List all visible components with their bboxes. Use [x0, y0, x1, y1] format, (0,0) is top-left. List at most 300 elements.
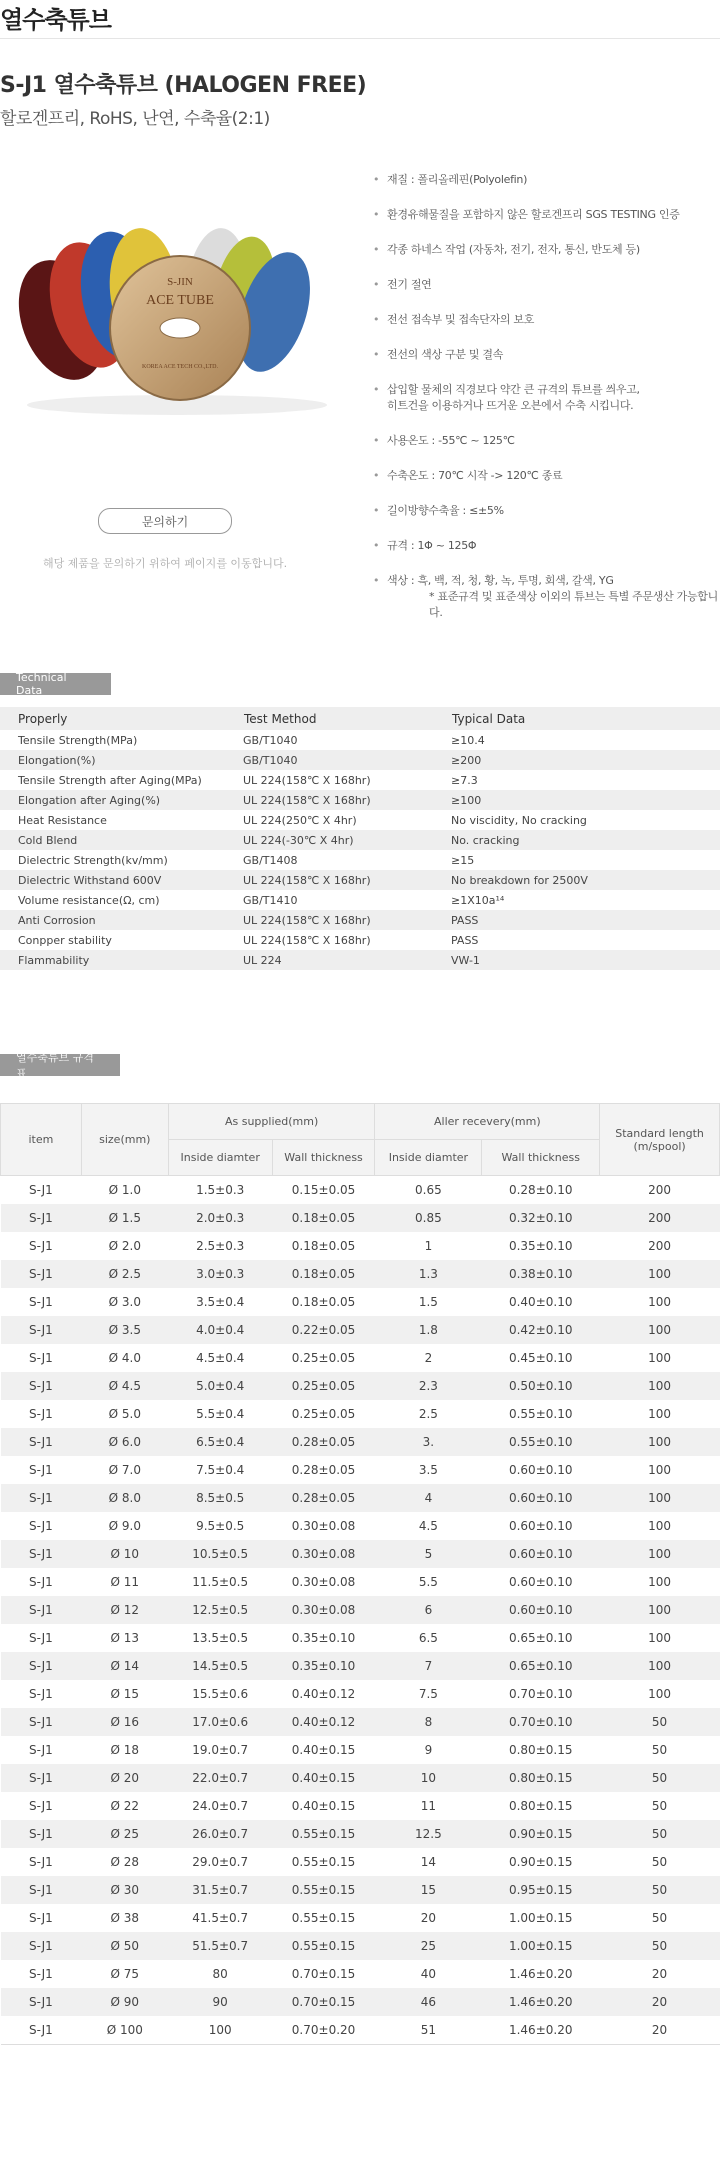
table-cell: S-J1: [29, 1351, 53, 1365]
table-cell: Ø 18: [110, 1743, 140, 1757]
table-cell: 17.0±0.6: [168, 1708, 272, 1736]
spec-table-tag: 열수축튜브 규격표: [0, 1054, 120, 1076]
table-cell: 0.28±0.05: [272, 1484, 375, 1512]
table-cell: 0.55±0.15: [272, 1932, 375, 1960]
table-cell: S-J1: [1, 1204, 82, 1232]
table-cell: 1.8: [375, 1316, 482, 1344]
bullet-icon: •: [373, 469, 380, 482]
table-cell: 100: [648, 1519, 672, 1533]
table-cell: 0.55±0.10: [508, 1407, 573, 1421]
bullet-icon: •: [373, 208, 380, 221]
table-cell: 0.65±0.10: [482, 1652, 600, 1680]
table-cell: 0.18±0.05: [272, 1260, 375, 1288]
feature-text: 전선 접속부 및 접속단자의 보호: [387, 313, 535, 326]
bullet-icon: •: [373, 383, 380, 396]
table-cell: 7.5: [418, 1687, 438, 1701]
table-row: [0, 770, 720, 790]
table-cell: 5.5: [418, 1575, 438, 1589]
table-cell: UL 224(158℃ X 168hr): [243, 870, 451, 890]
table-cell: 0.45±0.10: [508, 1351, 573, 1365]
bullet-icon: •: [373, 348, 380, 361]
table-row: [0, 810, 720, 830]
table-cell: 20: [600, 2016, 720, 2045]
table-cell: 0.40±0.15: [291, 1743, 356, 1757]
table-cell: 19.0±0.7: [192, 1743, 249, 1757]
table-row: [1, 1176, 720, 1205]
feature-text: 각종 하네스 작업 (자동차, 전기, 전자, 통신, 반도체 등): [387, 243, 640, 256]
bullet-icon: •: [373, 434, 380, 447]
feature-item: [373, 433, 720, 449]
table-cell: 5.0±0.4: [168, 1372, 272, 1400]
table-cell: ≥10.4: [451, 733, 485, 747]
table-cell: Ø 30: [81, 1876, 168, 1904]
table-cell: 100: [648, 1351, 672, 1365]
table-cell: 8: [375, 1708, 482, 1736]
table-cell: Conpper stability: [18, 933, 112, 947]
table-cell: 50: [651, 1743, 668, 1757]
table-cell: No. cracking: [451, 830, 720, 850]
table-cell: 1.00±0.15: [482, 1932, 600, 1960]
feature-item: [373, 172, 720, 188]
table-cell: 0.18±0.05: [272, 1204, 375, 1232]
table-row: [1, 1344, 720, 1372]
table-cell: UL 224(158℃ X 168hr): [243, 790, 451, 810]
table-cell: 3.5: [418, 1463, 438, 1477]
table-cell: 0.28±0.10: [508, 1183, 573, 1197]
table-cell: Tensile Strength after Aging(MPa): [18, 773, 202, 787]
table-cell: Ø 9.0: [108, 1519, 141, 1533]
table-cell: GB/T1040: [243, 750, 451, 770]
table-cell: Anti Corrosion: [0, 910, 243, 930]
table-cell: 3.0±0.3: [168, 1260, 272, 1288]
table-cell: UL 224(-30℃ X 4hr): [243, 830, 451, 850]
table-row: [1, 1904, 720, 1932]
table-row: [1, 1680, 720, 1708]
table-row: [1, 1848, 720, 1876]
table-cell: 0.80±0.15: [508, 1743, 573, 1757]
spool-name-label: ACE TUBE: [146, 293, 214, 308]
table-cell: 0.22±0.05: [272, 1316, 375, 1344]
table-cell: 0.90±0.15: [482, 1820, 600, 1848]
table-cell: 1.46±0.20: [482, 2016, 600, 2045]
table-cell: Dielectric Strength(kv/mm): [18, 853, 168, 867]
table-cell: 100: [648, 1687, 672, 1701]
table-row: [1, 1932, 720, 1960]
table-cell: 29.0±0.7: [192, 1855, 249, 1869]
table-cell: S-J1: [1, 1708, 82, 1736]
table-cell: 0.85: [375, 1204, 482, 1232]
table-cell: 50: [600, 1932, 720, 1960]
table-cell: ≥100: [451, 790, 720, 810]
table-cell: 10: [375, 1764, 482, 1792]
table-row: [1, 1708, 720, 1736]
table-cell: 0.80±0.15: [482, 1764, 600, 1792]
table-cell: 0.70±0.10: [482, 1708, 600, 1736]
column-header-supplied-wall-thickness: Wall thickness: [272, 1140, 375, 1176]
table-cell: GB/T1410: [243, 893, 298, 907]
bullet-icon: •: [373, 173, 380, 186]
table-row: [1, 1288, 720, 1316]
table-cell: 0.38±0.10: [482, 1260, 600, 1288]
table-row: [0, 890, 720, 910]
table-cell: 7: [375, 1652, 482, 1680]
table-cell: 0.40±0.15: [272, 1764, 375, 1792]
table-row: [0, 870, 720, 890]
table-cell: Ø 15: [110, 1687, 140, 1701]
table-row: [1, 1876, 720, 1904]
table-cell: 1.00±0.15: [508, 1911, 573, 1925]
table-cell: S-J1: [1, 1876, 82, 1904]
table-cell: 0.30±0.08: [272, 1540, 375, 1568]
table-cell: 31.5±0.7: [168, 1876, 272, 1904]
page-title: 열수축튜브: [0, 6, 111, 34]
table-cell: 100: [648, 1575, 672, 1589]
inquiry-note: 해당 제품을 문의하기 위하여 페이지를 이동합니다.: [42, 557, 288, 570]
table-cell: 0.30±0.08: [291, 1519, 356, 1533]
table-cell: 50: [651, 1799, 668, 1813]
table-cell: S-J1: [1, 2016, 82, 2045]
feature-item: [373, 207, 720, 223]
table-cell: Cold Blend: [0, 830, 243, 850]
feature-list: [373, 172, 720, 640]
column-header-supplied-inside-diameter: Inside diamter: [168, 1140, 272, 1176]
technical-data-tag: Technical Data: [0, 673, 111, 695]
table-cell: Ø 3.0: [108, 1295, 141, 1309]
table-row: [1, 1484, 720, 1512]
table-cell: 7.5±0.4: [196, 1463, 245, 1477]
table-cell: Ø 11: [110, 1575, 140, 1589]
table-cell: Ø 14: [81, 1652, 168, 1680]
table-cell: 100: [600, 1428, 720, 1456]
table-cell: 0.70±0.10: [508, 1687, 573, 1701]
table-cell: Ø 16: [81, 1708, 168, 1736]
table-cell: 0.35±0.10: [508, 1239, 573, 1253]
feature-text: 길이방향수축율 : ≤±5%: [387, 504, 504, 517]
feature-text: 규격 : 1Φ ~ 125Φ: [387, 539, 477, 552]
table-cell: 0.60±0.10: [482, 1540, 600, 1568]
table-cell: Elongation after Aging(%): [0, 790, 243, 810]
table-cell: 0.55±0.15: [291, 1911, 356, 1925]
table-cell: 51.5±0.7: [168, 1932, 272, 1960]
feature-item: [373, 277, 720, 293]
table-cell: 0.25±0.05: [272, 1372, 375, 1400]
table-cell: 100: [600, 1372, 720, 1400]
table-cell: Ø 100: [81, 2016, 168, 2045]
table-cell: 2.5: [418, 1407, 438, 1421]
table-cell: 0.40±0.10: [508, 1295, 573, 1309]
table-cell: 50: [651, 1855, 668, 1869]
table-cell: 100: [600, 1596, 720, 1624]
bullet-icon: •: [373, 313, 380, 326]
table-row: [0, 850, 720, 870]
table-row: [1, 1512, 720, 1540]
feature-text-continued: * 표준규격 및 표준색상 이외의 튜브는 특별 주문생산 가능합니다.: [429, 590, 718, 619]
bullet-icon: •: [373, 539, 380, 552]
table-cell: 0.42±0.10: [482, 1316, 600, 1344]
table-cell: 100: [600, 1316, 720, 1344]
table-row: [0, 910, 720, 930]
table-cell: 100: [600, 1260, 720, 1288]
bullet-icon: •: [373, 574, 380, 587]
technical-data-table: [0, 707, 720, 970]
table-cell: 8.5±0.5: [168, 1484, 272, 1512]
column-header-test-method: Test Method: [243, 707, 451, 730]
table-cell: 100: [168, 2016, 272, 2045]
spool-maker-label: KOREA ACE TECH CO.,LTD.: [141, 364, 219, 370]
column-header-as-supplied: As supplied(mm): [168, 1104, 375, 1140]
feature-item: [373, 242, 720, 258]
table-row: [1, 1960, 720, 1988]
table-cell: ≥7.3: [451, 773, 478, 787]
table-row: [1, 1652, 720, 1680]
table-cell: 50: [600, 1876, 720, 1904]
table-cell: 0.18±0.05: [291, 1295, 356, 1309]
table-cell: ≥200: [451, 750, 720, 770]
table-cell: 4.5±0.4: [196, 1351, 245, 1365]
feature-item: [373, 312, 720, 328]
table-cell: Tensile Strength(MPa): [18, 733, 138, 747]
column-header-item: item: [1, 1104, 82, 1176]
table-cell: 0.60±0.10: [508, 1519, 573, 1533]
table-row: [0, 790, 720, 810]
table-cell: S-J1: [29, 1687, 53, 1701]
table-cell: 41.5±0.7: [192, 1911, 249, 1925]
table-cell: 11: [420, 1799, 437, 1813]
table-cell: 9.5±0.5: [196, 1519, 245, 1533]
feature-item: [373, 538, 720, 554]
column-header-after-recovery: Aller recevery(mm): [375, 1104, 600, 1140]
table-cell: 0.50±0.10: [482, 1372, 600, 1400]
table-row: [1, 1820, 720, 1848]
column-header-size: size(mm): [81, 1104, 168, 1176]
table-cell: S-J1: [1, 1820, 82, 1848]
table-cell: 26.0±0.7: [168, 1820, 272, 1848]
table-cell: 1.5: [418, 1295, 438, 1309]
table-cell: 46: [375, 1988, 482, 2016]
table-cell: S-J1: [1, 1484, 82, 1512]
table-cell: S-J1: [29, 1575, 53, 1589]
table-cell: Ø 20: [81, 1764, 168, 1792]
table-cell: 200: [648, 1239, 672, 1253]
feature-item: [373, 503, 720, 519]
feature-text-continued: 히트건을 이용하거나 뜨거운 오븐에서 수축 시킵니다.: [387, 399, 634, 412]
table-cell: 100: [600, 1652, 720, 1680]
table-cell: 0.30±0.08: [291, 1575, 356, 1589]
table-cell: S-J1: [1, 1540, 82, 1568]
table-cell: 2.3: [375, 1372, 482, 1400]
table-cell: Ø 4.5: [81, 1372, 168, 1400]
table-cell: Ø 8.0: [81, 1484, 168, 1512]
table-cell: 100: [648, 1295, 672, 1309]
feature-text: 색상 : 흑, 백, 적, 청, 황, 녹, 투명, 회색, 갈색, YG: [387, 574, 614, 587]
table-cell: 100: [648, 1631, 672, 1645]
table-cell: Ø 1.5: [81, 1204, 168, 1232]
table-cell: 0.70±0.20: [272, 2016, 375, 2045]
table-cell: 15: [375, 1876, 482, 1904]
table-cell: 5: [375, 1540, 482, 1568]
table-cell: 0.35±0.10: [272, 1652, 375, 1680]
table-row: [1, 1540, 720, 1568]
table-cell: 5.5±0.4: [196, 1407, 245, 1421]
table-cell: 200: [648, 1183, 672, 1197]
table-cell: 100: [600, 1484, 720, 1512]
table-cell: S-J1: [1, 1372, 82, 1400]
table-cell: Ø 38: [110, 1911, 140, 1925]
bullet-icon: •: [373, 243, 380, 256]
table-cell: 0.55±0.15: [272, 1820, 375, 1848]
table-cell: 6.5±0.4: [168, 1428, 272, 1456]
table-row: [1, 1456, 720, 1484]
table-cell: Ø 6.0: [81, 1428, 168, 1456]
table-cell: S-J1: [29, 1967, 53, 1981]
table-cell: 4.0±0.4: [168, 1316, 272, 1344]
bullet-icon: •: [373, 504, 380, 517]
table-cell: Ø 25: [81, 1820, 168, 1848]
table-cell: 10.5±0.5: [168, 1540, 272, 1568]
table-cell: 2.5±0.3: [196, 1239, 245, 1253]
table-cell: 0.40±0.12: [272, 1708, 375, 1736]
table-cell: 15.5±0.6: [192, 1687, 249, 1701]
table-cell: Ø 28: [110, 1855, 140, 1869]
table-cell: Ø 13: [110, 1631, 140, 1645]
table-cell: S-J1: [1, 1764, 82, 1792]
table-cell: S-J1: [29, 1239, 53, 1253]
table-cell: 100: [648, 1407, 672, 1421]
table-cell: 0.70±0.15: [291, 1967, 356, 1981]
table-cell: 50: [600, 1764, 720, 1792]
table-row: [0, 950, 720, 970]
table-cell: 80: [212, 1967, 228, 1981]
table-cell: 0.25±0.05: [291, 1351, 356, 1365]
table-row: [1, 1596, 720, 1624]
table-row: [1, 1624, 720, 1652]
table-cell: No breakdown for 2500V: [451, 870, 720, 890]
table-row: [1, 2016, 720, 2045]
table-cell: PASS: [451, 910, 720, 930]
table-row: [1, 1764, 720, 1792]
table-cell: Ø 1.0: [108, 1183, 141, 1197]
table-cell: 1.46±0.20: [482, 1988, 600, 2016]
table-cell: S-J1: [1, 1596, 82, 1624]
table-row: [1, 1736, 720, 1764]
column-header-recovered-wall-thickness: Wall thickness: [482, 1140, 600, 1176]
table-cell: S-J1: [29, 1519, 53, 1533]
table-cell: Ø 22: [110, 1799, 140, 1813]
feature-item: [373, 573, 720, 621]
table-cell: VW-1: [451, 950, 720, 970]
table-cell: Heat Resistance: [18, 813, 107, 827]
table-cell: GB/T1408: [243, 853, 298, 867]
table-row: [0, 930, 720, 950]
table-row: [1, 1568, 720, 1596]
table-row: [0, 750, 720, 770]
table-cell: S-J1: [29, 1855, 53, 1869]
table-row: [1, 1260, 720, 1288]
front-spool: [110, 256, 250, 400]
table-cell: S-J1: [29, 1407, 53, 1421]
table-cell: 2.0±0.3: [168, 1204, 272, 1232]
table-cell: 0.30±0.08: [272, 1596, 375, 1624]
table-cell: PASS: [451, 933, 479, 947]
spool-brand-label: S-JIN: [167, 276, 193, 288]
table-cell: 0.80±0.15: [508, 1799, 573, 1813]
feature-item: [373, 468, 720, 484]
table-row: [1, 1400, 720, 1428]
table-cell: 0.55±0.15: [291, 1855, 356, 1869]
table-row: [1, 1204, 720, 1232]
table-cell: 14: [420, 1855, 437, 1869]
table-cell: 3.: [375, 1428, 482, 1456]
column-header-standard-length: Standard length (m/spool): [600, 1104, 720, 1176]
table-cell: Elongation(%): [0, 750, 243, 770]
table-cell: 0.55±0.15: [272, 1876, 375, 1904]
table-cell: 6: [375, 1596, 482, 1624]
table-cell: S-J1: [1, 1988, 82, 2016]
table-cell: 0.65±0.10: [508, 1631, 573, 1645]
inquiry-button[interactable]: 문의하기: [98, 508, 232, 534]
feature-item: [373, 382, 720, 414]
table-cell: 6.5: [418, 1631, 438, 1645]
table-cell: Ø 50: [81, 1932, 168, 1960]
feature-text: 환경유해물질을 포함하지 않은 할로겐프리 SGS TESTING 인증: [387, 208, 680, 221]
table-cell: 9: [424, 1743, 433, 1757]
table-cell: Ø 2.5: [81, 1260, 168, 1288]
table-cell: Ø 4.0: [108, 1351, 141, 1365]
table-cell: S-J1: [29, 1799, 53, 1813]
table-cell: Dielectric Withstand 600V: [0, 870, 243, 890]
table-cell: 50: [600, 1820, 720, 1848]
table-row: [0, 730, 720, 750]
table-cell: Ø 2.0: [108, 1239, 141, 1253]
table-cell: 20: [420, 1911, 437, 1925]
table-cell: 100: [648, 1463, 672, 1477]
column-header-recovered-inside-diameter: Inside diamter: [375, 1140, 482, 1176]
table-cell: Volume resistance(Ω, cm): [18, 893, 160, 907]
table-cell: 14.5±0.5: [168, 1652, 272, 1680]
table-cell: 3.5±0.4: [196, 1295, 245, 1309]
table-cell: S-J1: [1, 1316, 82, 1344]
table-cell: 0.25±0.05: [291, 1407, 356, 1421]
table-cell: 0.70±0.15: [272, 1988, 375, 2016]
bullet-icon: •: [373, 278, 380, 291]
table-cell: S-J1: [29, 1463, 53, 1477]
table-cell: 2: [424, 1351, 433, 1365]
table-cell: Ø 3.5: [81, 1316, 168, 1344]
table-cell: 0.65: [415, 1183, 442, 1197]
feature-item: [373, 347, 720, 363]
table-cell: 1.3: [375, 1260, 482, 1288]
table-cell: 22.0±0.7: [168, 1764, 272, 1792]
table-cell: 0.60±0.10: [508, 1463, 573, 1477]
table-cell: 0.15±0.05: [291, 1183, 356, 1197]
table-row: [1, 1372, 720, 1400]
table-cell: 0.60±0.10: [482, 1596, 600, 1624]
table-cell: Ø 7.0: [108, 1463, 141, 1477]
table-cell: 0.90±0.15: [508, 1855, 573, 1869]
table-cell: Ø 90: [81, 1988, 168, 2016]
feature-text: 수축온도 : 70℃ 시작 -> 120℃ 종료: [387, 469, 563, 482]
table-row: [1, 1792, 720, 1820]
table-cell: 12.5±0.5: [168, 1596, 272, 1624]
spec-table: [0, 1103, 720, 2045]
table-cell: 0.55±0.10: [482, 1428, 600, 1456]
table-cell: UL 224: [243, 950, 451, 970]
table-cell: UL 224(250℃ X 4hr): [243, 813, 357, 827]
table-cell: Ø 10: [81, 1540, 168, 1568]
table-cell: 0.28±0.05: [272, 1428, 375, 1456]
table-cell: 40: [420, 1967, 437, 1981]
table-cell: S-J1: [29, 1295, 53, 1309]
